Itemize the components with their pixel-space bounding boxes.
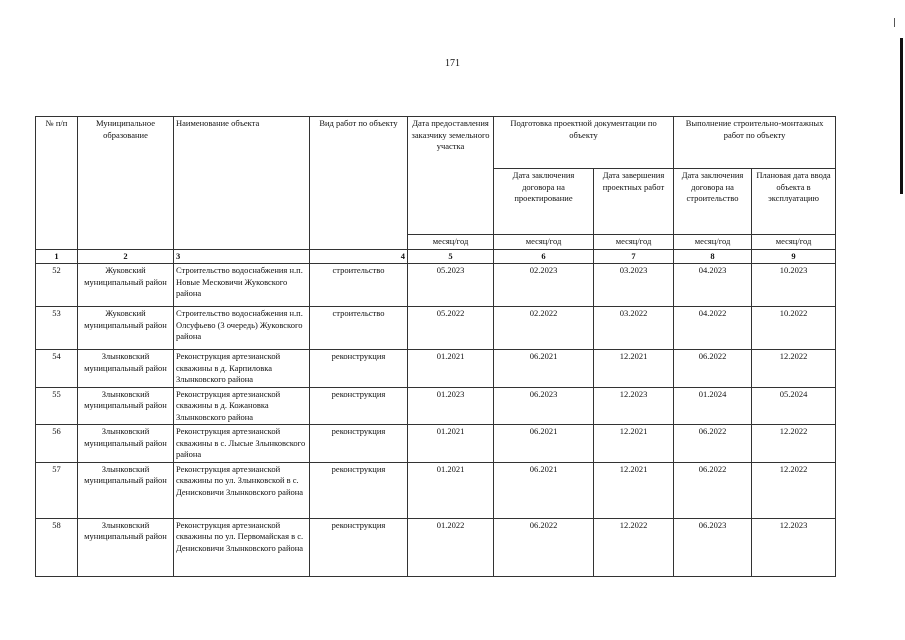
design-contract-date-cell: 02.2022 (494, 307, 594, 350)
land-date-cell: 01.2021 (408, 462, 494, 518)
work-type-cell: реконструкция (310, 462, 408, 518)
column-number-row (36, 249, 836, 264)
header-group-design: Подготовка проектной документации по объекту (494, 117, 674, 169)
construction-contract-date-cell: 06.2023 (674, 518, 752, 576)
row-number: 52 (36, 264, 78, 307)
design-contract-date-cell: 06.2022 (494, 518, 594, 576)
table-row (36, 387, 836, 425)
commissioning-date-cell: 10.2023 (752, 264, 836, 307)
municipality-cell: Злынковский муниципальный район (78, 350, 174, 388)
object-name-cell: Реконструкция артезианской скважины по ул. Злынковской в с. Денисковичи Злынковского района (174, 462, 310, 518)
object-name-cell: Строительство водоснабжения н.п. Олсуфьево (3 очередь) Жуковского района (174, 307, 310, 350)
municipality-cell: Злынковский муниципальный район (78, 518, 174, 576)
header-work-type: Вид работ по объекту (310, 117, 408, 250)
header-commissioning: Плановая дата ввода объекта в эксплуатацию (752, 169, 836, 235)
design-complete-date-cell: 12.2021 (594, 425, 674, 463)
land-date-cell: 01.2023 (408, 387, 494, 425)
design-complete-date-cell: 12.2022 (594, 518, 674, 576)
header-land-date: Дата предоставления заказчику земельного участка (408, 117, 494, 235)
unit-design-contract: месяц/год (494, 235, 594, 250)
column-number: 9 (752, 249, 836, 264)
object-name-cell: Реконструкция артезианской скважины в д. Карпиловка Злынковского района (174, 350, 310, 388)
column-number: 2 (78, 249, 174, 264)
construction-contract-date-cell: 06.2022 (674, 462, 752, 518)
design-contract-date-cell: 06.2021 (494, 462, 594, 518)
object-name-cell: Реконструкция артезианской скважины в с. Лысые Злынковского района (174, 425, 310, 463)
header-design-complete: Дата завершения проектных работ (594, 169, 674, 235)
header-row-top (36, 117, 836, 169)
design-contract-date-cell: 06.2023 (494, 387, 594, 425)
design-complete-date-cell: 12.2021 (594, 462, 674, 518)
header-group-construction: Выполнение строительно-монтажных работ по объекту (674, 117, 836, 169)
header-design-contract: Дата заключения договора на проектирование (494, 169, 594, 235)
header-municipality: Муниципальное образование (78, 117, 174, 250)
design-complete-date-cell: 03.2023 (594, 264, 674, 307)
header-construction-contract: Дата заключения договора на строительство (674, 169, 752, 235)
work-type-cell: реконструкция (310, 387, 408, 425)
land-date-cell: 01.2022 (408, 518, 494, 576)
municipality-cell: Злынковский муниципальный район (78, 425, 174, 463)
table-row (36, 264, 836, 307)
unit-land-date: месяц/год (408, 235, 494, 250)
land-date-cell: 05.2023 (408, 264, 494, 307)
object-name-cell: Реконструкция артезианской скважины в д. Кожановка Злынковского района (174, 387, 310, 425)
municipality-cell: Жуковский муниципальный район (78, 264, 174, 307)
header-no: № п/п (36, 117, 78, 250)
row-number: 55 (36, 387, 78, 425)
table-row (36, 425, 836, 463)
municipality-cell: Жуковский муниципальный район (78, 307, 174, 350)
work-type-cell: строительство (310, 264, 408, 307)
unit-commissioning: месяц/год (752, 235, 836, 250)
row-number: 54 (36, 350, 78, 388)
unit-construction-contract: месяц/год (674, 235, 752, 250)
construction-contract-date-cell: 01.2024 (674, 387, 752, 425)
table-row (36, 307, 836, 350)
work-type-cell: реконструкция (310, 518, 408, 576)
schedule-table (35, 116, 836, 577)
column-number: 1 (36, 249, 78, 264)
column-number: 8 (674, 249, 752, 264)
land-date-cell: 05.2022 (408, 307, 494, 350)
work-type-cell: строительство (310, 307, 408, 350)
work-type-cell: реконструкция (310, 350, 408, 388)
row-number: 58 (36, 518, 78, 576)
construction-contract-date-cell: 06.2022 (674, 350, 752, 388)
design-complete-date-cell: 12.2023 (594, 387, 674, 425)
design-contract-date-cell: 02.2023 (494, 264, 594, 307)
construction-contract-date-cell: 04.2023 (674, 264, 752, 307)
column-number: 6 (494, 249, 594, 264)
municipality-cell: Злынковский муниципальный район (78, 462, 174, 518)
column-number: 3 (174, 249, 310, 264)
object-name-cell: Реконструкция артезианской скважины по ул. Первомайская в с. Денисковичи Злынковского района (174, 518, 310, 576)
column-number: 4 (310, 249, 408, 264)
commissioning-date-cell: 10.2022 (752, 307, 836, 350)
land-date-cell: 01.2021 (408, 350, 494, 388)
work-type-cell: реконструкция (310, 425, 408, 463)
table-row (36, 518, 836, 576)
column-number: 5 (408, 249, 494, 264)
design-contract-date-cell: 06.2021 (494, 350, 594, 388)
commissioning-date-cell: 12.2023 (752, 518, 836, 576)
column-number: 7 (594, 249, 674, 264)
row-number: 57 (36, 462, 78, 518)
unit-design-complete: месяц/год (594, 235, 674, 250)
commissioning-date-cell: 12.2022 (752, 462, 836, 518)
commissioning-date-cell: 05.2024 (752, 387, 836, 425)
commissioning-date-cell: 12.2022 (752, 425, 836, 463)
commissioning-date-cell: 12.2022 (752, 350, 836, 388)
table-row (36, 462, 836, 518)
row-number: 53 (36, 307, 78, 350)
row-number: 56 (36, 425, 78, 463)
municipality-cell: Злынковский муниципальный район (78, 387, 174, 425)
table-row (36, 350, 836, 388)
construction-contract-date-cell: 06.2022 (674, 425, 752, 463)
page-number: 171 (445, 58, 460, 69)
edge-tick-mark (894, 18, 895, 27)
design-complete-date-cell: 03.2022 (594, 307, 674, 350)
design-complete-date-cell: 12.2021 (594, 350, 674, 388)
header-object: Наименование объекта (174, 117, 310, 250)
design-contract-date-cell: 06.2021 (494, 425, 594, 463)
construction-contract-date-cell: 04.2022 (674, 307, 752, 350)
object-name-cell: Строительство водоснабжения н.п. Новые Месковичи Жуковского района (174, 264, 310, 307)
land-date-cell: 01.2021 (408, 425, 494, 463)
